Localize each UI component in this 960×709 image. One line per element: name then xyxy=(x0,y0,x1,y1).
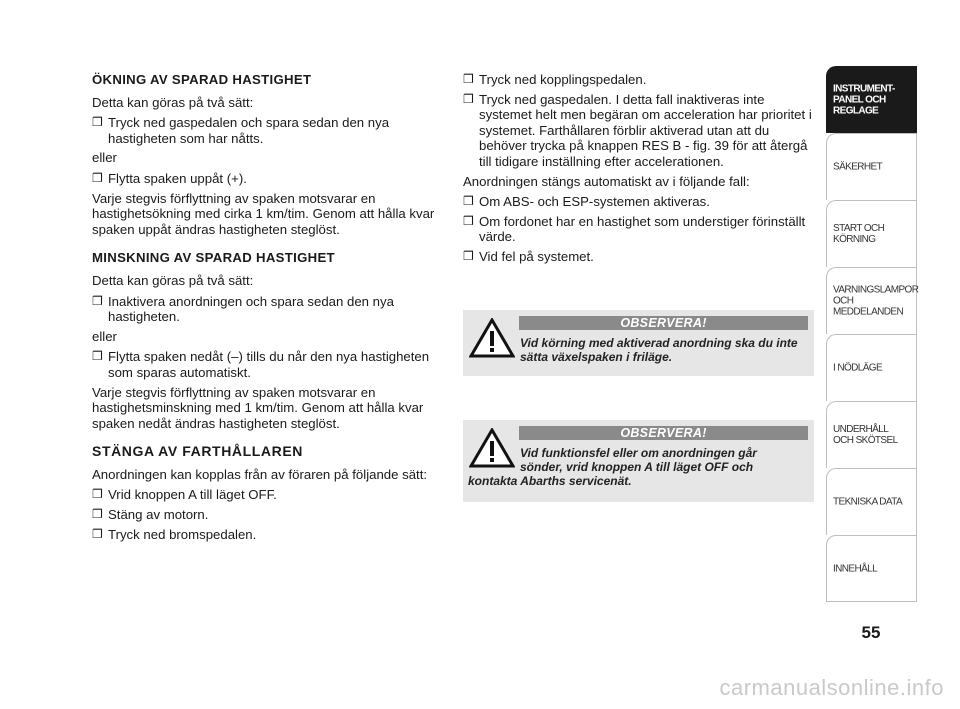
chapter-tab[interactable] xyxy=(826,401,917,468)
right-column xyxy=(463,72,815,269)
chapter-tab[interactable] xyxy=(826,66,917,133)
checkbox-bullet-icon: ❒ xyxy=(92,487,103,502)
note-text-continued: kontakta Abarths servicenät. xyxy=(468,474,632,488)
page-number: 55 xyxy=(861,623,881,642)
bullet-item: ❒ Flytta spaken nedåt (–) tills du når den nya hastigheten som sparas automatiskt. xyxy=(92,349,430,380)
watermark: carmanualsonline.info xyxy=(719,675,944,700)
warning-triangle-icon xyxy=(469,318,515,358)
chapter-tab-label: START OCH KÖRNING xyxy=(833,223,885,245)
paragraph: Anordningen kan kopplas från av föraren på följande sätt: xyxy=(92,466,428,482)
bullet-item: ❒ Tryck ned gaspedalen. I detta fall inaktiveras inte systemet helt men begäran om acceleration har prioritet i systemet. Farthållaren förblir aktiverad utan att du behöver trycka på knappen RES B - fig. 39 för att återgå till tidigare inställning efter accelerationen. xyxy=(463,91,812,169)
chapter-tab-label: SÄKERHET xyxy=(833,161,883,173)
chapter-sidebar xyxy=(826,66,917,602)
bullet-item: ❒ Vrid knoppen A till läget OFF. xyxy=(92,487,277,503)
bullet-item: ❒ Flytta spaken uppåt (+). xyxy=(92,170,247,186)
paragraph: eller xyxy=(92,150,117,166)
chapter-tab-label: I NÖDLÄGE xyxy=(833,362,883,374)
chapter-tab-label: UNDERHÅLL OCH SKÖTSEL xyxy=(833,424,898,446)
checkbox-bullet-icon: ❒ xyxy=(92,507,103,522)
paragraph: Detta kan göras på två sätt: xyxy=(92,272,254,288)
bullet-item: ❒ Om ABS- och ESP-systemen aktiveras. xyxy=(463,194,710,210)
heading-decrease-speed: MINSKNING AV SPARAD HASTIGHET xyxy=(92,250,335,266)
bullet-item: ❒ Om fordonet har en hastighet som understiger förinställt värde. xyxy=(463,213,806,245)
paragraph: Detta kan göras på två sätt: xyxy=(92,94,254,110)
paragraph: Varje stegvis förflyttning av spaken motsvarar en hastighetsminskning med 1 km/tim. Genom att hålla kvar spaken nedåt ändras hastigheten steglöst. xyxy=(92,384,424,431)
left-column xyxy=(92,72,444,546)
note-title: OBSERVERA! xyxy=(519,316,808,330)
checkbox-bullet-icon: ❒ xyxy=(92,170,103,185)
checkbox-bullet-icon: ❒ xyxy=(463,213,474,228)
checkbox-bullet-icon: ❒ xyxy=(463,91,474,106)
heading-turn-off-cruise: STÄNGA AV FARTHÅLLAREN xyxy=(92,443,304,460)
chapter-tab[interactable] xyxy=(826,535,917,602)
bullet-item: ❒ Tryck ned gaspedalen och spara sedan den nya hastigheten som har nåtts. xyxy=(92,115,390,146)
checkbox-bullet-icon: ❒ xyxy=(92,293,103,308)
chapter-tab[interactable] xyxy=(826,468,917,535)
chapter-tab-label: INNEHÅLL xyxy=(833,563,878,574)
checkbox-bullet-icon: ❒ xyxy=(463,248,474,263)
warning-note-2 xyxy=(463,420,814,502)
bullet-item: ❒ Tryck ned kopplingspedalen. xyxy=(463,72,647,87)
bullet-item: ❒ Vid fel på systemet. xyxy=(463,248,594,264)
chapter-tab-label: INSTRUMENT- PANEL OCH REGLAGE xyxy=(833,83,895,117)
chapter-tab-label: TEKNISKA DATA xyxy=(833,496,903,508)
chapter-tab[interactable] xyxy=(826,334,917,401)
bullet-item: ❒ Inaktivera anordningen och spara sedan den nya hastigheten. xyxy=(92,293,394,325)
heading-increase-speed: ÖKNING AV SPARAD HASTIGHET xyxy=(92,72,312,87)
chapter-tab[interactable] xyxy=(826,200,917,267)
chapter-tab[interactable] xyxy=(826,267,917,334)
paragraph: Anordningen stängs automatiskt av i följande fall: xyxy=(463,173,750,189)
bullet-item: ❒ Stäng av motorn. xyxy=(92,507,209,523)
warning-triangle-icon xyxy=(469,428,515,468)
checkbox-bullet-icon: ❒ xyxy=(92,349,103,364)
chapter-tab-label: VARNINGSLAMPOR OCH MEDDELANDEN xyxy=(833,284,919,318)
note-text: Vid körning med aktiverad anordning ska du inte sätta växelspaken i friläge. xyxy=(520,336,798,364)
checkbox-bullet-icon: ❒ xyxy=(463,194,474,209)
checkbox-bullet-icon: ❒ xyxy=(463,72,474,86)
checkbox-bullet-icon: ❒ xyxy=(92,115,103,130)
checkbox-bullet-icon: ❒ xyxy=(92,526,103,541)
chapter-tab[interactable] xyxy=(826,133,917,200)
note-text: Vid funktionsfel eller om anordningen går sönder, vrid knoppen A till läget OFF och xyxy=(520,446,757,474)
paragraph: Varje stegvis förflyttning av spaken motsvarar en hastighetsökning med cirka 1 km/tim. Genom att hålla kvar spaken uppåt ändras hastigheten steglöst. xyxy=(92,190,435,237)
bullet-item: ❒ Tryck ned bromspedalen. xyxy=(92,526,257,542)
paragraph: eller xyxy=(92,328,117,344)
note-title: OBSERVERA! xyxy=(519,426,808,440)
warning-note-1 xyxy=(463,310,814,376)
